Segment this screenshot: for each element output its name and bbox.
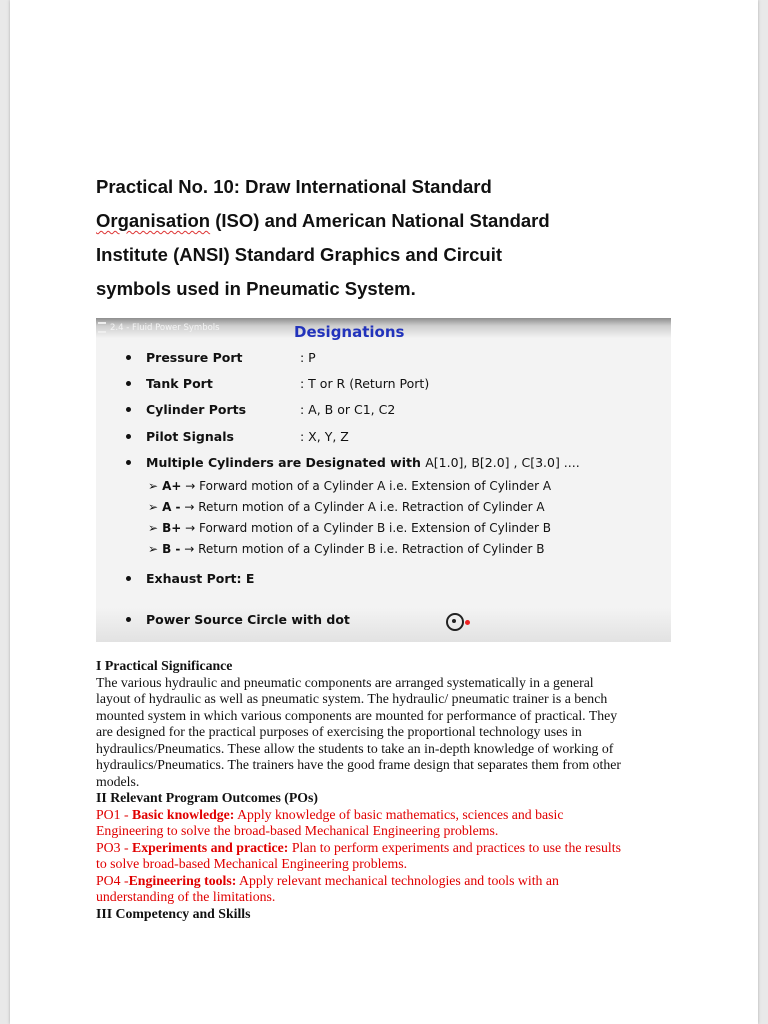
slide-tag: 2.4 - Fluid Power Symbols <box>98 322 220 333</box>
title-line-3: Institute (ANSI) Standard Graphics and Circuit <box>96 244 503 265</box>
program-outcome: PO4 -Engineering tools: Apply relevant mechanical technologies and tools with an understanding of the limitations. <box>96 872 559 904</box>
arrowhead-icon: ➢ <box>148 542 159 556</box>
arrowhead-icon: ➢ <box>148 521 159 535</box>
cylinder-subitem: ➢ B - → Return motion of a Cylinder B i.e. Retraction of Cylinder B <box>148 542 545 556</box>
bullet-icon <box>126 617 131 622</box>
right-arrow-icon: → <box>185 521 196 535</box>
right-arrow-icon: → <box>184 542 195 556</box>
bullet-icon <box>126 460 131 465</box>
slide-header <box>96 318 671 341</box>
paragraph: The various hydraulic and pneumatic components are arranged systematically in a general layout of hydraulic as well as pneumatic system. The hydraulic/ pneumatic trainer is a bench mounted system in which various components are mounted for performance of practical. They are designed for the practical purposes of exercising the proportional technology uses in hydraulics/Pneumatics. These allow the students to take an in-depth knowledge of working of hydraulics/Pneumatics. The trainers have the good frame design that separates them from other models. <box>96 674 622 789</box>
cylinder-subitem: ➢ A - → Return motion of a Cylinder A i.e. Retraction of Cylinder A <box>148 500 545 514</box>
bullet-icon <box>126 355 131 360</box>
section-heading: III Competency and Skills <box>96 905 251 921</box>
bullet-icon <box>126 576 131 581</box>
program-outcome: PO3 - Experiments and practice: Plan to perform experiments and practices to use the results to solve broad-based Mechanical Engineering problems. <box>96 839 621 871</box>
section-heading: II Relevant Program Outcomes (POs) <box>96 790 318 805</box>
cylinder-subitem: ➢ B+ → Forward motion of a Cylinder B i.e. Extension of Cylinder B <box>148 521 551 535</box>
section-heading: I Practical Significance <box>96 658 233 673</box>
spellcheck-word: Organisation <box>96 210 211 231</box>
bullet-icon <box>126 381 131 386</box>
practical-title <box>96 170 676 306</box>
right-arrow-icon: → <box>185 479 196 493</box>
arrowhead-icon: ➢ <box>148 500 159 514</box>
pointer-dot-icon <box>465 620 470 625</box>
right-arrow-icon: → <box>184 500 195 514</box>
cylinder-subitem: ➢ A+ → Forward motion of a Cylinder A i.e. Extension of Cylinder A <box>148 479 552 493</box>
program-outcome: PO1 - Basic knowledge: Apply knowledge of basic mathematics, sciences and basic Engineering to solve the broad-based Mechanical Engineering problems. <box>96 806 564 838</box>
title-line-1: Practical No. 10: Draw International Standard <box>96 176 492 197</box>
title-line-2: Organisation (ISO) and American National Standard <box>96 210 550 231</box>
document-page <box>10 0 758 1024</box>
bullet-icon <box>126 407 131 412</box>
bullet-icon <box>126 434 131 439</box>
arrowhead-icon: ➢ <box>148 479 159 493</box>
designations-slide-image: 2.4 - Fluid Power Symbols Designations Pressure Port : P Tank Port : T or R (Return Port) Cylinder Ports : A, B or C1, C2 Pilot Signals : X, Y, Z Multiple Cylinders are Designated with A[1.0], B[2.0] , C[3.0] .... ➢ A+ → Forward motion of a Cylinder A i.e. Extension of Cylinder A ➢ A - → Return motion of a Cylinder A i.e. Retraction of Cylinder A ➢ B+ → Forward motion of a Cylinder B i.e. Extension of Cylinder B ➢ B - → Return motion of a Cylinder B i.e. Retraction of Cylinder B Exhaust Port: E Power Source Circle with dot <box>96 318 671 642</box>
slide-list-icon <box>98 322 106 333</box>
circle-with-dot-icon <box>446 613 464 631</box>
title-line-4: symbols used in Pneumatic System. <box>96 278 416 299</box>
document-body <box>96 658 626 922</box>
slide-heading: Designations <box>294 323 405 341</box>
